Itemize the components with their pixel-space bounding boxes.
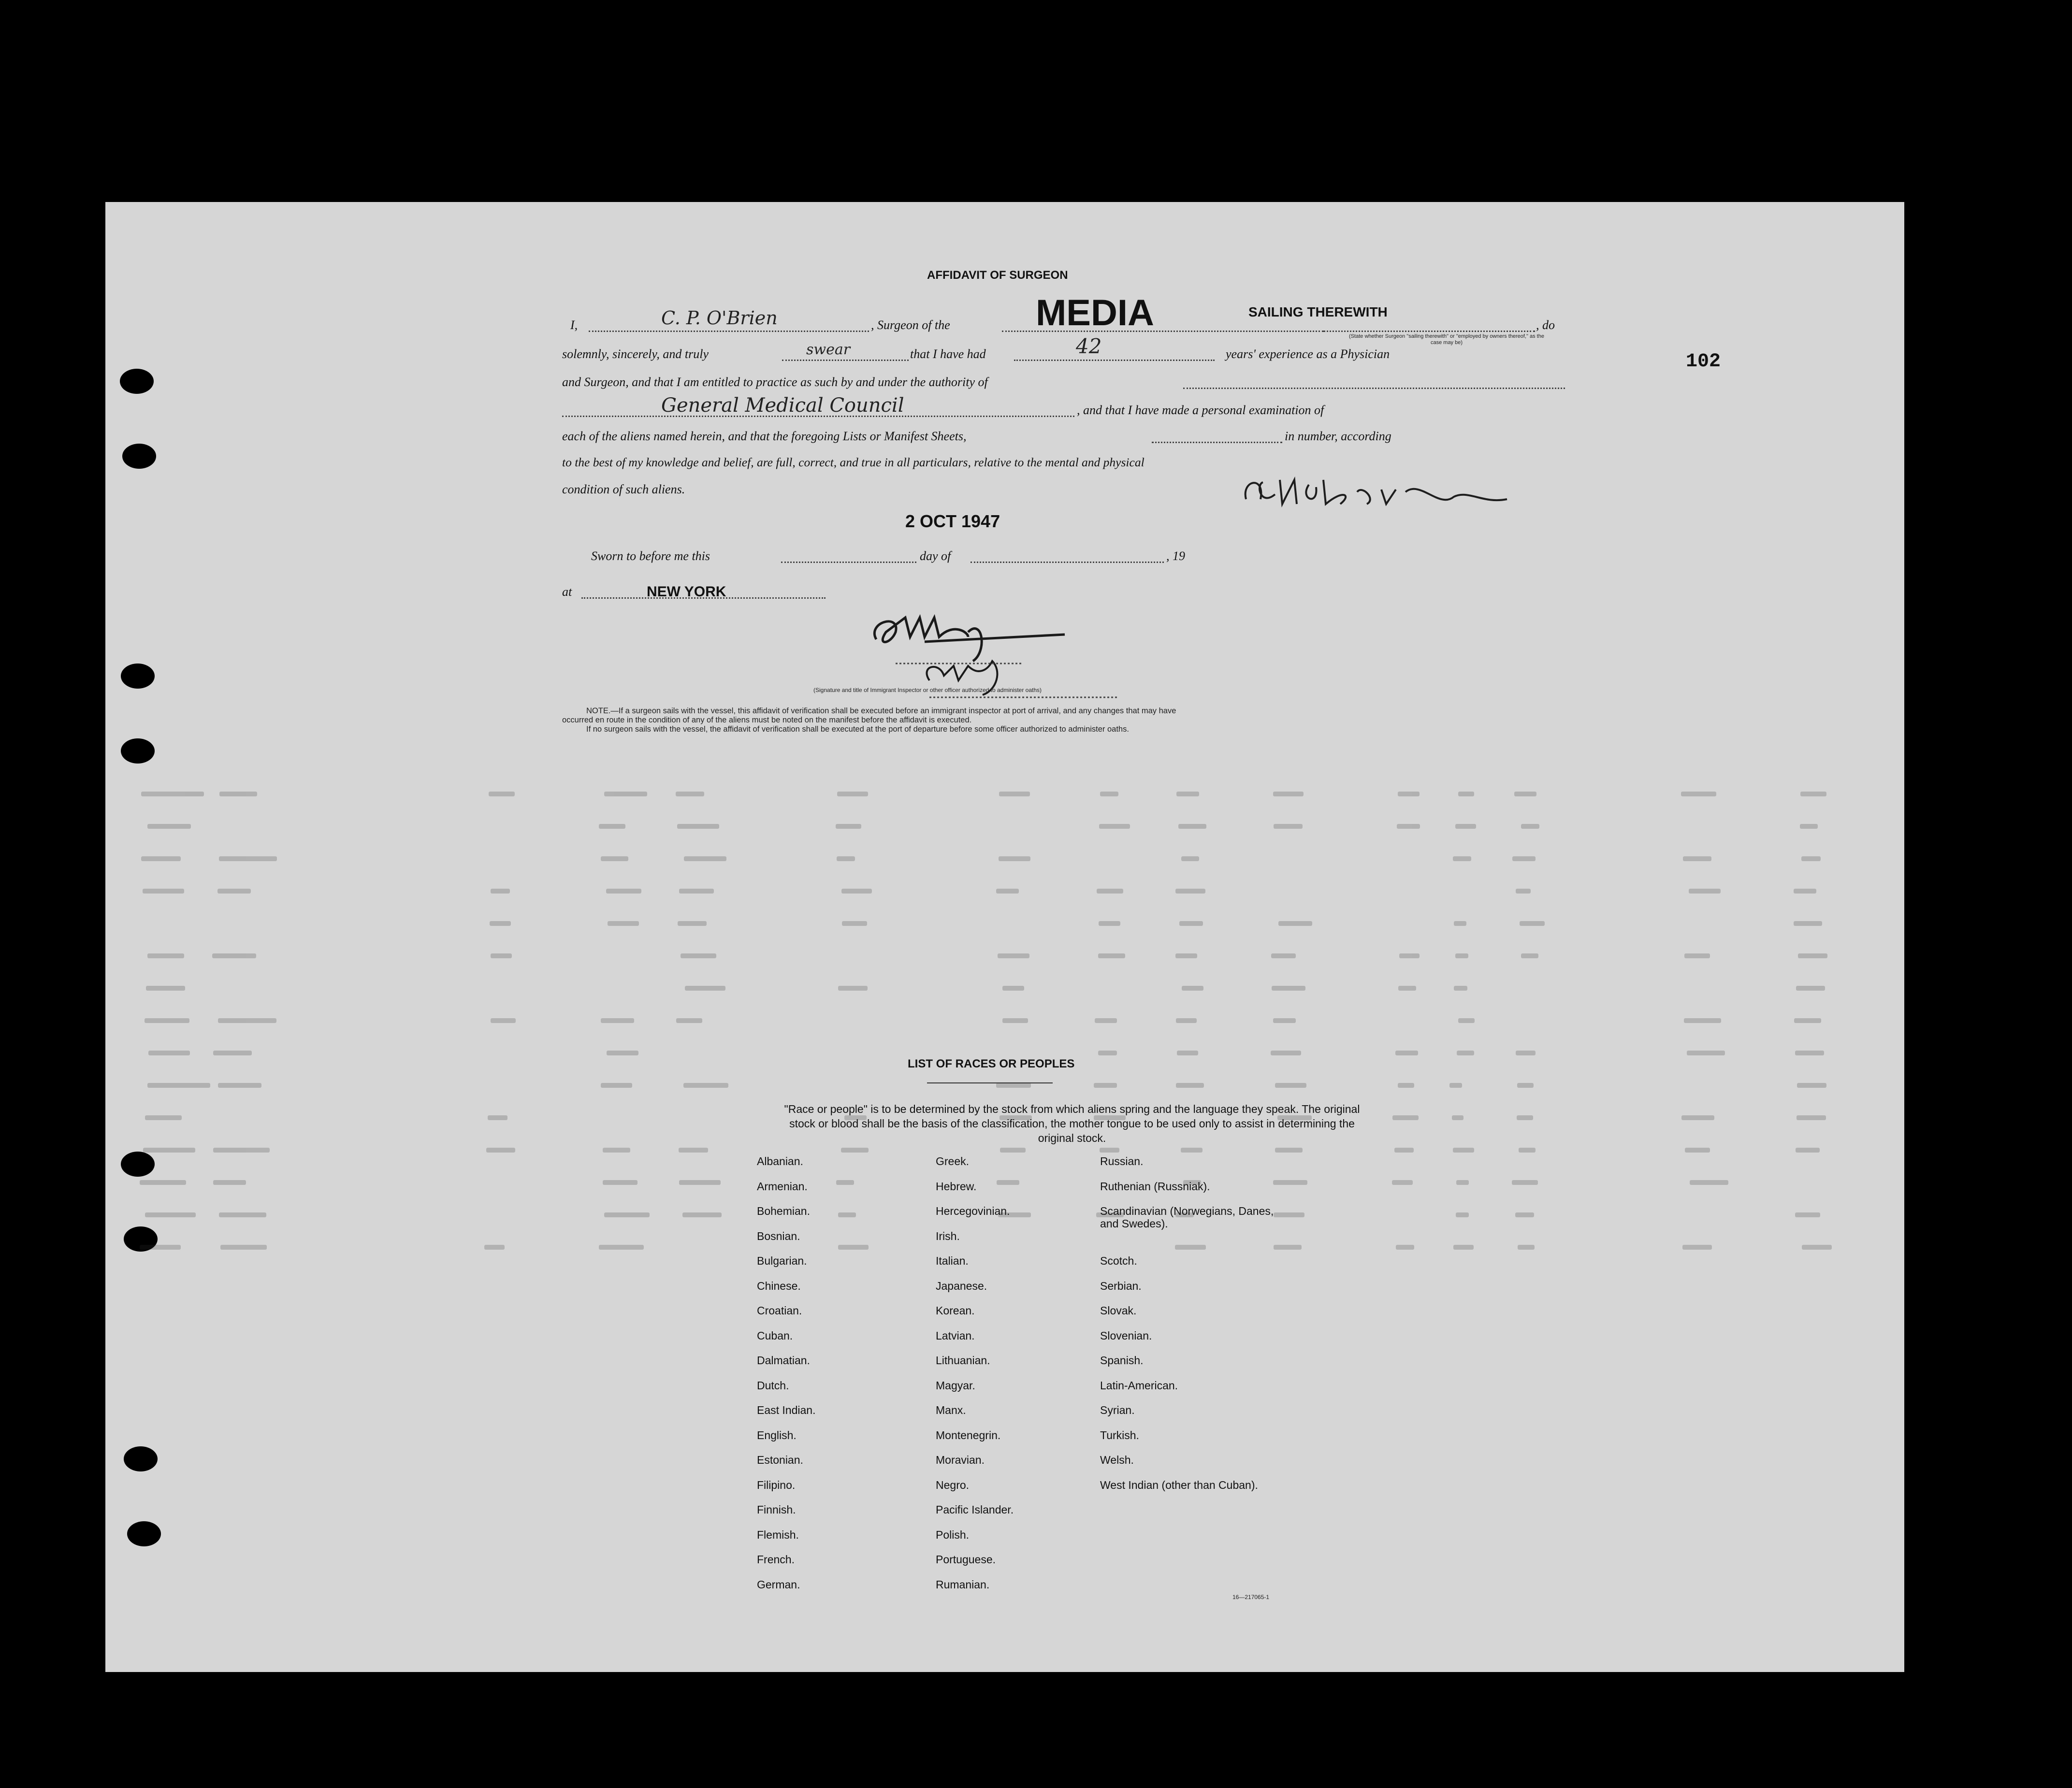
race-item: Greek. — [936, 1155, 970, 1168]
race-item: Albanian. — [757, 1155, 803, 1168]
race-item: Slovak. — [1100, 1304, 1137, 1317]
race-item: Syrian. — [1100, 1404, 1135, 1416]
surgeon-signature — [1236, 470, 1512, 514]
sworn-prefix: Sworn to before me this — [591, 549, 710, 563]
race-item: Hebrew. — [936, 1180, 977, 1193]
page-number: 102 — [1686, 351, 1721, 373]
race-item: Moravian. — [936, 1454, 985, 1466]
vessel-name-stamp: MEDIA — [1036, 292, 1154, 333]
place-stamp: NEW YORK — [647, 584, 726, 600]
years-experience: 42 — [1076, 334, 1102, 358]
surgeon-name: C. P. O'Brien — [661, 307, 778, 329]
race-item: Bulgarian. — [757, 1254, 807, 1267]
race-item: Turkish. — [1100, 1428, 1139, 1442]
line1-prefix: I, — [570, 318, 578, 332]
race-item: Rumanian. — [936, 1578, 990, 1591]
race-item: Hercegovinian. — [936, 1205, 1010, 1217]
licensing-authority: General Medical Council — [661, 394, 904, 417]
line2-prefix: solemnly, sincerely, and truly — [562, 347, 709, 361]
race-item: Negro. — [936, 1478, 970, 1491]
race-item: Lithuanian. — [936, 1354, 990, 1367]
race-item: Dutch. — [757, 1379, 789, 1392]
race-item: Portuguese. — [936, 1553, 996, 1566]
races-column-2 — [936, 1155, 1110, 1603]
line7: condition of such aliens. — [562, 482, 685, 496]
line4-suffix: , and that I have made a personal examination of — [1077, 403, 1324, 417]
race-item: Pacific Islander. — [936, 1503, 1014, 1516]
note-line-3: If no surgeon sails with the vessel, the affidavit of verification shall be executed at the port of departure before some officer authorized to administer oaths. — [586, 725, 1129, 734]
at-label: at — [562, 585, 572, 599]
race-item: Manx. — [936, 1404, 966, 1416]
state-note: (State whether Surgeon "sailing therewith" or "employed by owners thereof," as the case may be) — [1349, 333, 1544, 346]
race-item: Korean. — [936, 1304, 975, 1317]
affidavit-title: AFFIDAVIT OF SURGEON — [927, 269, 1068, 282]
race-item: Armenian. — [757, 1180, 808, 1193]
race-item: English. — [757, 1428, 797, 1442]
line2-suffix: years' experience as a Physician — [1226, 347, 1390, 361]
race-item: Japanese. — [936, 1279, 987, 1292]
sailing-therewith-stamp: SAILING THEREWITH — [1248, 304, 1388, 319]
race-item: West Indian (other than Cuban). — [1100, 1478, 1258, 1491]
races-title-underline — [927, 1082, 1053, 1083]
inspector-signature — [857, 603, 1137, 700]
line5-prefix: each of the aliens named herein, and that the foregoing Lists or Manifest Sheets, — [562, 429, 967, 443]
race-item: Welsh. — [1100, 1454, 1134, 1466]
sworn-middle: day of — [920, 549, 951, 563]
race-item: Bohemian. — [757, 1205, 810, 1217]
race-item: Chinese. — [757, 1279, 801, 1292]
race-item: Slovenian. — [1100, 1329, 1152, 1342]
race-item: Scotch. — [1100, 1254, 1137, 1267]
race-item: Dalmatian. — [757, 1354, 810, 1367]
race-item: Filipino. — [757, 1478, 796, 1491]
form-number: 16—217065-1 — [1232, 1594, 1270, 1601]
line2-middle: that I have had — [910, 347, 986, 361]
race-item: Latvian. — [936, 1329, 975, 1342]
note-line-2: occurred en route in the condition of any of the aliens must be noted on the manifest before the affidavit is executed. — [562, 716, 972, 724]
race-item: Estonian. — [757, 1454, 803, 1466]
line5-suffix: in number, according — [1285, 429, 1391, 443]
race-item: Polish. — [936, 1528, 970, 1541]
race-item: Serbian. — [1100, 1279, 1142, 1292]
note-line-1: NOTE.—If a surgeon sails with the vessel, this affidavit of verification shall be executed before an immigrant inspector at port of arrival, and any changes that may have — [586, 707, 1176, 715]
races-column-3 — [1100, 1155, 1284, 1503]
races-intro: "Race or people" is to be determined by the stock from which aliens spring and the language they speak. The original stock or blood shall be the basis of the classification, the mother tongue to be used only to assist in determining the original stock. — [784, 1103, 1360, 1144]
race-item: Montenegrin. — [936, 1428, 1001, 1442]
line3: and Surgeon, and that I am entitled to practice as such by and under the authority of — [562, 375, 988, 389]
race-item: Cuban. — [757, 1329, 793, 1342]
race-item: Scandinavian (Norwegians, Danes, and Swedes). — [1100, 1205, 1274, 1230]
race-item: East Indian. — [757, 1404, 816, 1416]
races-column-1 — [757, 1155, 931, 1603]
race-item: Magyar. — [936, 1379, 975, 1392]
line1-middle: , Surgeon of the — [871, 318, 950, 332]
race-item: Ruthenian (Russniak). — [1100, 1180, 1210, 1193]
race-item: Finnish. — [757, 1503, 796, 1516]
races-title: LIST OF RACES OR PEOPLES — [908, 1057, 1075, 1070]
race-item: Bosnian. — [757, 1229, 800, 1242]
line1-suffix: , do — [1536, 318, 1555, 332]
manifest-page — [105, 202, 1904, 1672]
race-item: Spanish. — [1100, 1354, 1144, 1367]
race-item: Latin-American. — [1100, 1379, 1178, 1392]
race-item: Croatian. — [757, 1304, 802, 1317]
race-item: Flemish. — [757, 1528, 799, 1541]
signature-caption: (Signature and title of Immigrant Inspector or other officer authorized to administer oaths) — [813, 687, 1042, 693]
race-item: Russian. — [1100, 1155, 1144, 1168]
race-item: French. — [757, 1553, 795, 1566]
race-item: German. — [757, 1578, 800, 1591]
date-stamp: 2 OCT 1947 — [905, 511, 1000, 531]
sworn-suffix: , 19 — [1166, 549, 1185, 563]
race-item: Irish. — [936, 1229, 960, 1242]
race-item: Italian. — [936, 1254, 969, 1267]
line6: to the best of my knowledge and belief, are full, correct, and true in all particulars, relative to the mental and physical — [562, 455, 1145, 469]
oath-word: swear — [806, 341, 851, 358]
